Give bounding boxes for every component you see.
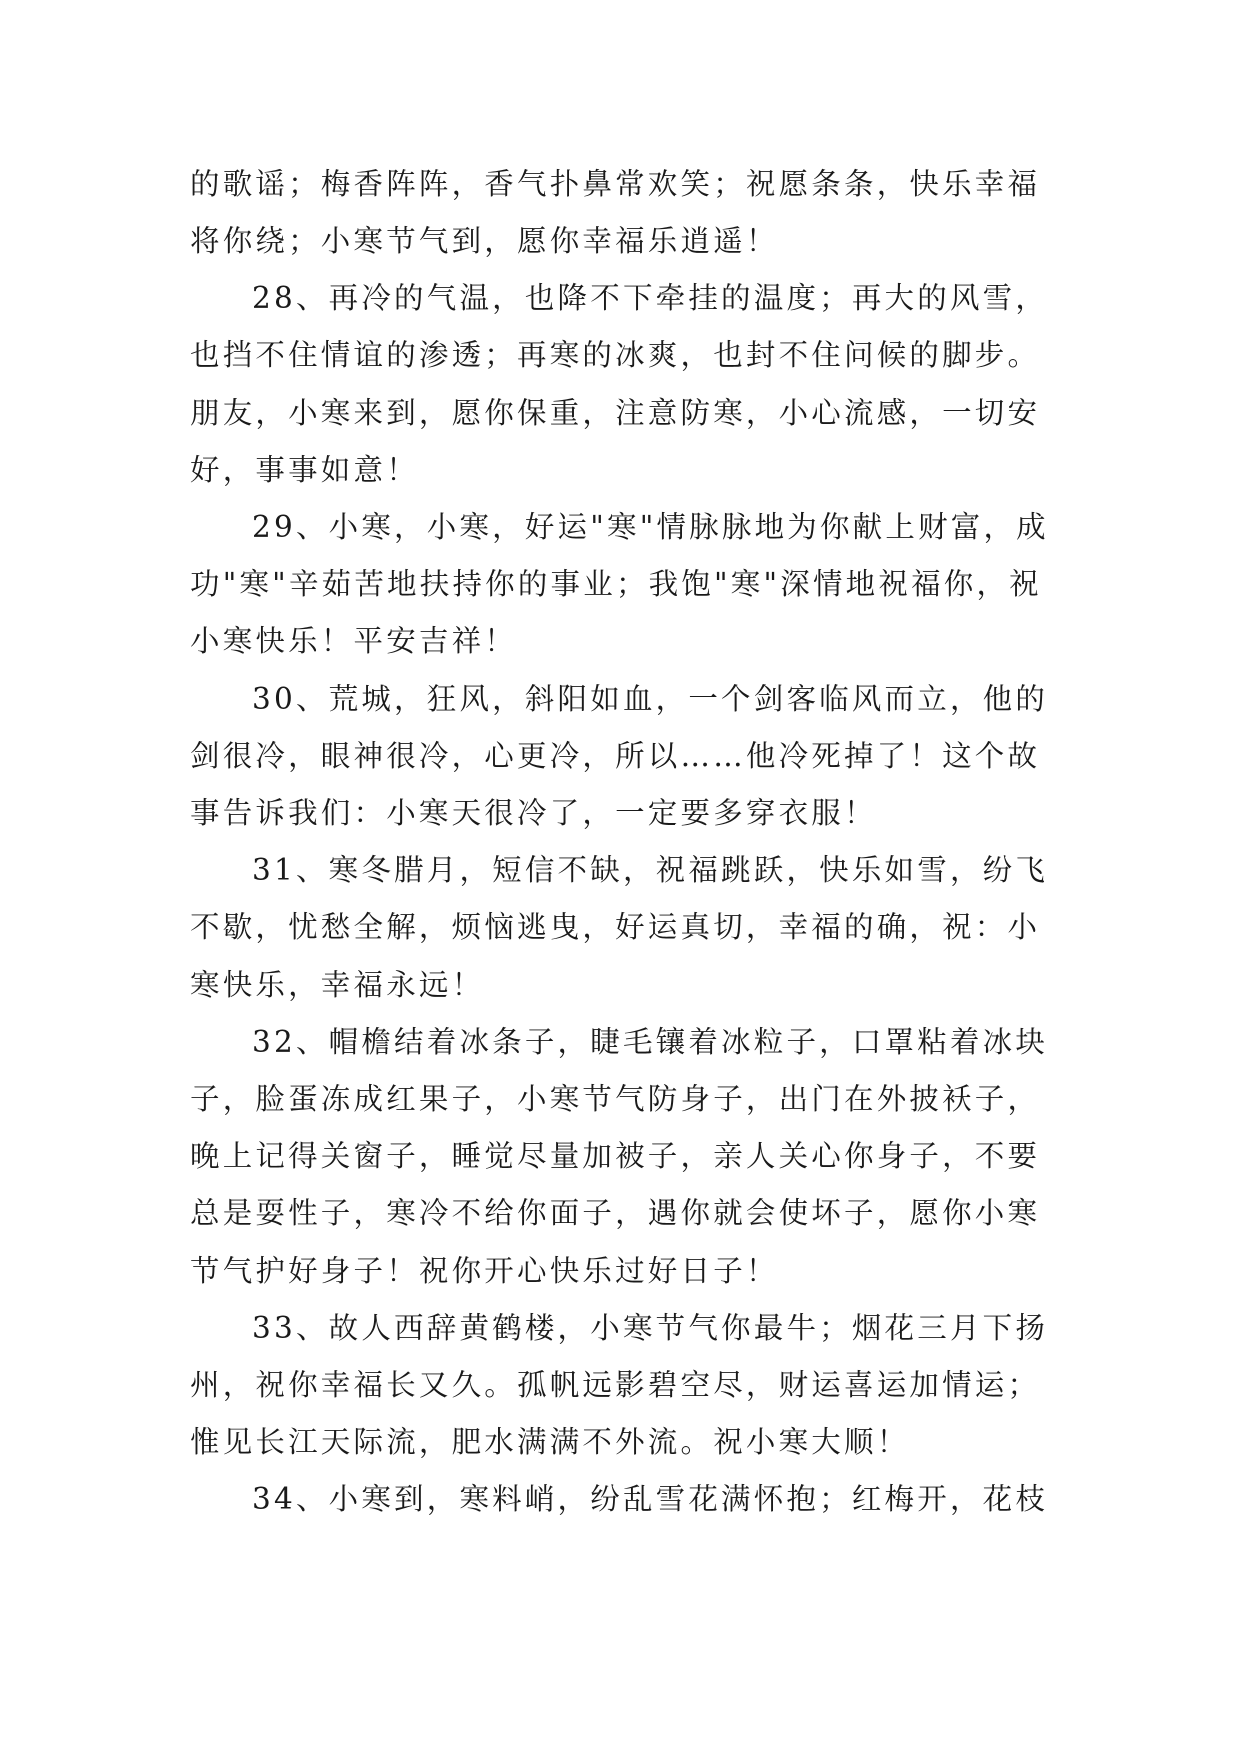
paragraph-29-start: 29、小寒，小寒，好运"寒"情脉脉地为你献上财富，成 [252,510,1049,544]
text-line: 总是耍性子，寒冷不给你面子，遇你就会使坏子，愿你小寒 [190,1196,1041,1230]
text-line: 也挡不住情谊的渗透；再寒的冰爽，也封不住问候的脚步。 [190,338,1041,372]
text-line: 的歌谣；梅香阵阵，香气扑鼻常欢笑；祝愿条条，快乐幸福 [190,167,1041,201]
text-line: 不歇，忧愁全解，烦恼逃曳，好运真切，幸福的确，祝：小 [190,910,1041,944]
text-line: 将你绕；小寒节气到，愿你幸福乐逍遥！ [190,224,779,258]
text-line: 事告诉我们：小寒天很冷了，一定要多穿衣服！ [190,796,877,830]
paragraph-33-start: 33、故人西辞黄鹤楼，小寒节气你最牛；烟花三月下扬 [252,1311,1049,1345]
paragraph-30-start: 30、荒城，狂风，斜阳如血，一个剑客临风而立，他的 [252,682,1049,716]
text-line: 剑很冷，眼神很冷，心更冷，所以……他冷死掉了！这个故 [190,739,1041,773]
paragraph-34-start: 34、小寒到，寒料峭，纷乱雪花满怀抱；红梅开，花枝 [252,1482,1049,1516]
text-line: 晚上记得关窗子，睡觉尽量加被子，亲人关心你身子，不要 [190,1139,1041,1173]
paragraph-28-start: 28、再冷的气温，也降不下牵挂的温度；再大的风雪， [252,281,1049,315]
paragraph-31-start: 31、寒冬腊月，短信不缺，祝福跳跃，快乐如雪，纷飞 [252,853,1049,887]
text-line: 子，脸蛋冻成红果子，小寒节气防身子，出门在外披袄子， [190,1082,1041,1116]
text-line: 节气护好身子！祝你开心快乐过好日子！ [190,1254,779,1288]
text-line: 功"寒"辛茹苦地扶持你的事业；我饱"寒"深情地祝福你，祝 [190,567,1042,601]
paragraph-32-start: 32、帽檐结着冰条子，睫毛镶着冰粒子，口罩粘着冰块 [252,1025,1049,1059]
text-line: 好，事事如意！ [190,453,419,487]
text-line: 惟见长江天际流，肥水满满不外流。祝小寒大顺！ [190,1425,910,1459]
text-line: 州，祝你幸福长又久。孤帆远影碧空尽，财运喜运加情运； [190,1368,1041,1402]
text-line: 小寒快乐！平安吉祥！ [190,624,518,658]
text-line: 朋友，小寒来到，愿你保重，注意防寒，小心流感，一切安 [190,396,1041,430]
text-line: 寒快乐，幸福永远！ [190,968,485,1002]
